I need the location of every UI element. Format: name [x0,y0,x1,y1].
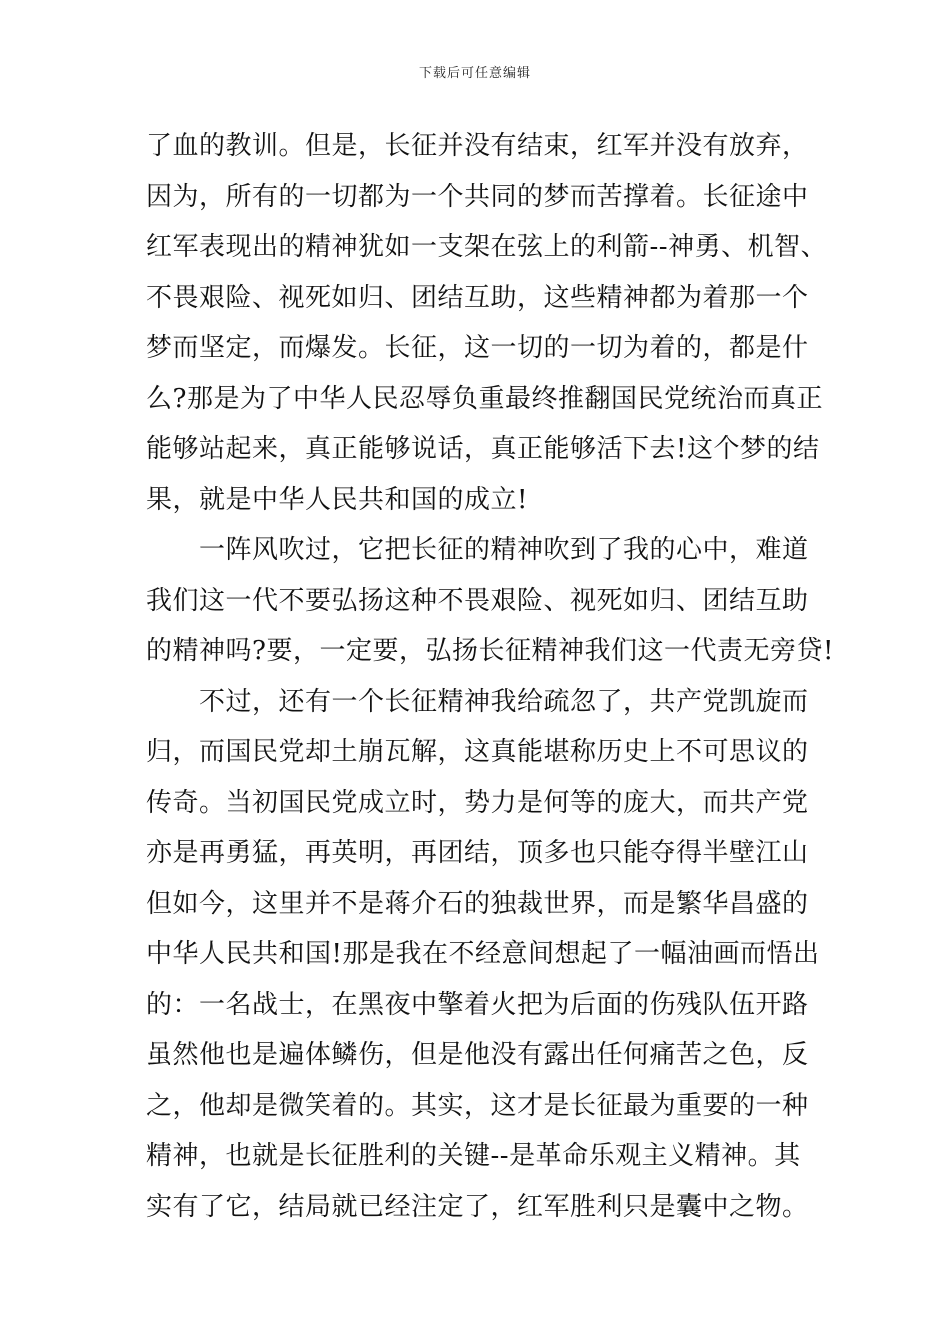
text-line: 么?那是为了中华人民忍辱负重最终推翻国民党统治而真正 [146,384,823,414]
text-line: 之，他却是微笑着的。其实，这才是长征最为重要的一种 [146,1091,809,1121]
text-line: 的：一名战士，在黑夜中擎着火把为后面的伤残队伍开路 [146,990,809,1020]
text-line: 一阵风吹过，它把长征的精神吹到了我的心中，难道 [146,535,809,565]
text-line: 中华人民共和国!那是我在不经意间想起了一幅油画而悟出 [146,939,820,969]
text-line: 亦是再勇猛，再英明，再团结，顶多也只能夺得半壁江山 [146,838,809,868]
text-line: 因为，所有的一切都为一个共同的梦而苦撑着。长征途中 [146,182,809,212]
text-line: 精神，也就是长征胜利的关键--是革命乐观主义精神。其 [146,1141,801,1171]
text-line: 我们这一代不要弘扬这种不畏艰险、视死如归、团结互助 [146,586,809,616]
text-line: 传奇。当初国民党成立时，势力是何等的庞大，而共产党 [146,788,809,818]
text-line: 但如今，这里并不是蒋介石的独裁世界，而是繁华昌盛的 [146,889,809,919]
page-header: 下载后可任意编辑 [418,66,531,81]
text-line: 能够站起来，真正能够说话，真正能够活下去!这个梦的结 [146,434,820,464]
text-line: 红军表现出的精神犹如一支架在弦上的利箭--神勇、机智、 [146,232,828,262]
text-line: 归，而国民党却土崩瓦解，这真能堪称历史上不可思议的 [146,737,809,767]
text-line: 不畏艰险、视死如归、团结互助，这些精神都为着那一个 [146,283,809,313]
text-line: 实有了它，结局就已经注定了，红军胜利只是囊中之物。 [146,1192,809,1222]
text-line: 了血的教训。但是，长征并没有结束，红军并没有放弃， [146,131,809,161]
text-line: 不过，还有一个长征精神我给疏忽了，共产党凯旋而 [146,687,809,717]
text-line: 虽然他也是遍体鳞伤，但是他没有露出任何痛苦之色，反 [146,1040,809,1070]
text-line: 梦而坚定，而爆发。长征，这一切的一切为着的，都是什 [146,333,809,363]
text-line: 的精神吗?要，一定要，弘扬长征精神我们这一代责无旁贷! [146,636,834,666]
text-line: 果，就是中华人民共和国的成立! [146,485,528,515]
